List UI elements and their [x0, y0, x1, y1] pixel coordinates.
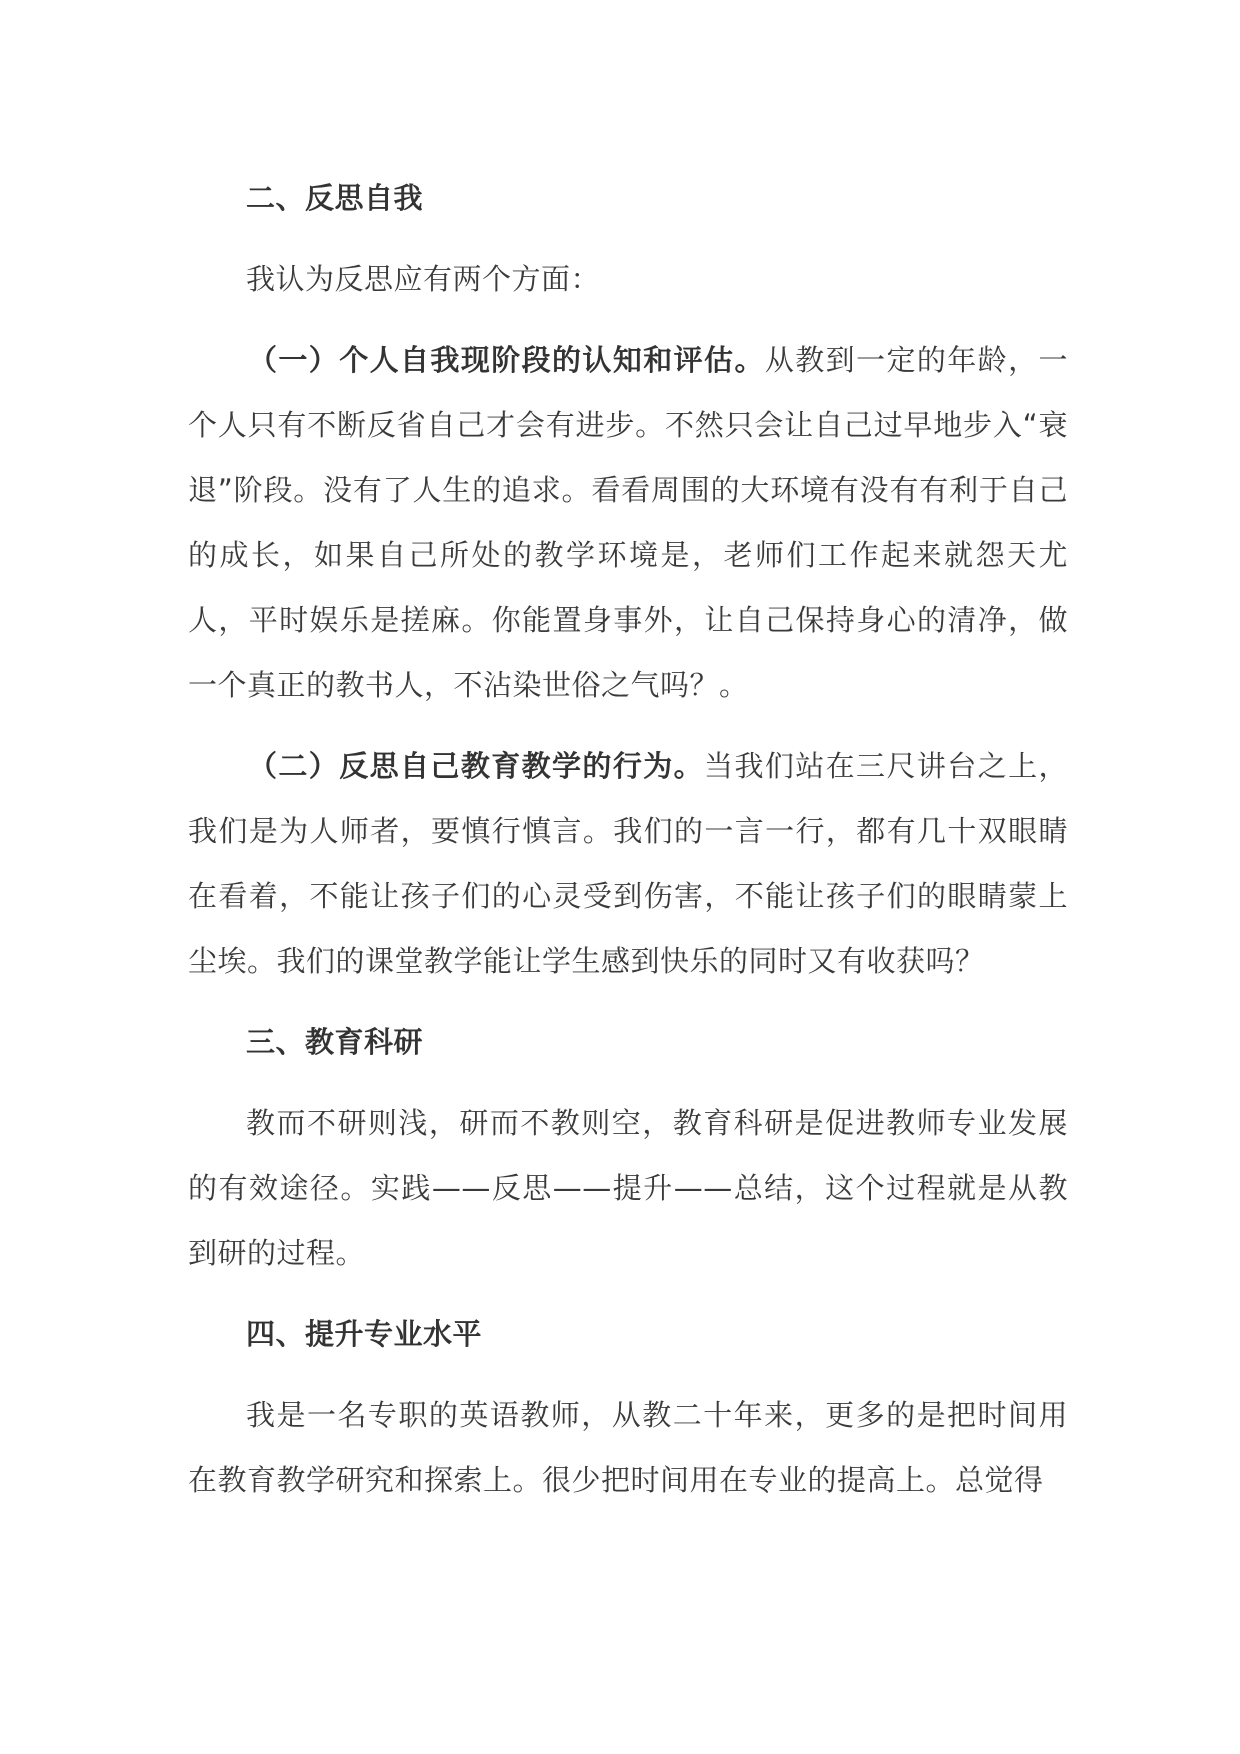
research-paragraph: 教而不研则浅，研而不教则空，教育科研是促进教师专业发展的有效途径。实践——反思——提升——总结，这个过程就是从教到研的过程。	[188, 1106, 1068, 1270]
item2-text: 当我们站在三尺讲台之上，我们是为人师者，要慎行慎言。我们的一言一行，都有几十双眼睛在看着，不能让孩子们的心灵受到伤害，不能让孩子们的眼睛蒙上尘埃。我们的课堂教学能让学生感到快乐的同时又有收获吗？	[188, 749, 1068, 978]
item1-text: 从教到一定的年龄，一个人只有不断反省自己才会有进步。不然只会让自己过早地步入“衰退”阶段。没有了人生的追求。看看周围的大环境有没有有利于自己的成长，如果自己所处的教学环境是，老师们工作起来就怨天尤人，平时娱乐是搓麻。你能置身事外，让自己保持身心的清净，做一个真正的教书人，不沾染世俗之气吗？。	[188, 343, 1068, 702]
intro-paragraph: 我认为反思应有两个方面：	[246, 262, 601, 296]
section-heading-2: 二、反思自我	[246, 181, 424, 215]
professional-paragraph: 我是一名专职的英语教师，从教二十年来，更多的是把时间用在教育教学研究和探索上。很少把时间用在专业的提高上。总觉得	[188, 1398, 1068, 1497]
section-heading-3: 三、教育科研	[246, 1025, 424, 1059]
document-body	[188, 166, 1068, 1529]
item2-label: （二）反思自己教育教学的行为。	[248, 749, 705, 783]
item1-paragraph	[188, 328, 1068, 718]
item1-label: （一）个人自我现阶段的认知和评估。	[248, 343, 765, 377]
section-heading-4: 四、提升专业水平	[246, 1317, 483, 1351]
item2-paragraph	[188, 734, 1068, 994]
